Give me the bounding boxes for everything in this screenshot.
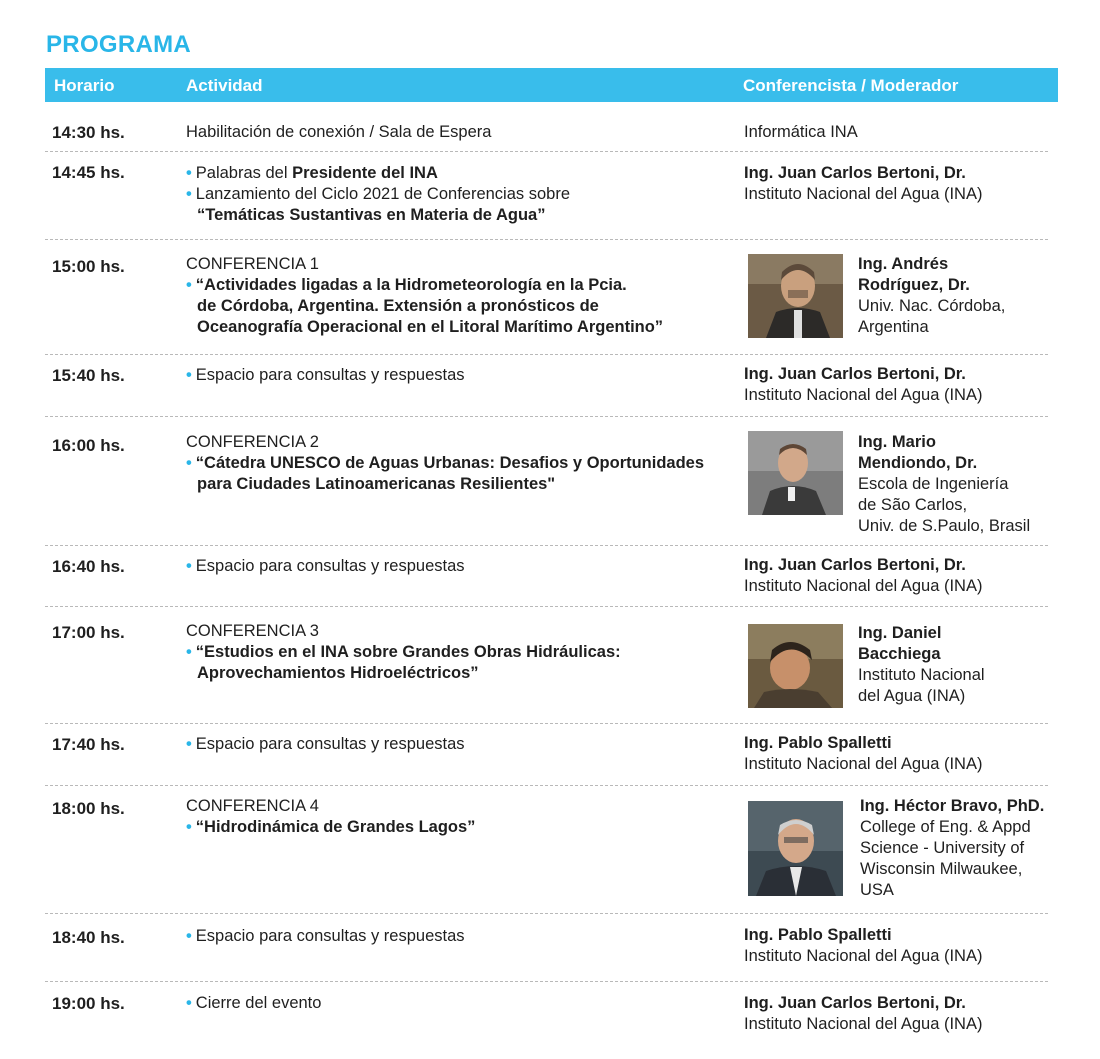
row-activity: • Cierre del evento xyxy=(186,994,322,1012)
speaker-name: Mendiondo, Dr. xyxy=(858,454,978,472)
row-time: 14:30 hs. xyxy=(52,123,125,142)
bullet-icon: • xyxy=(186,735,192,753)
speaker-name: Ing. Juan Carlos Bertoni, Dr. xyxy=(744,994,966,1012)
speaker-org: Univ. de S.Paulo, Brasil xyxy=(858,517,1031,535)
speaker-name: Ing. Juan Carlos Bertoni, Dr. xyxy=(744,164,966,182)
row-time: 17:40 hs. xyxy=(52,735,125,754)
row-speaker xyxy=(858,254,1058,338)
speaker-org: Instituto Nacional del Agua (INA) xyxy=(744,755,983,773)
speaker-org: del Agua (INA) xyxy=(858,687,966,705)
bullet-icon: • xyxy=(186,276,192,294)
row-activity: • Espacio para consultas y respuestas xyxy=(186,735,465,753)
row-time: 15:00 hs. xyxy=(52,257,125,276)
speaker-name: Rodríguez, Dr. xyxy=(858,276,970,294)
schedule-row xyxy=(45,354,1048,417)
speaker-org: College of Eng. & Appd xyxy=(860,818,1031,836)
schedule-row xyxy=(45,151,1048,240)
row-speaker xyxy=(744,163,1054,205)
bullet-icon: • xyxy=(186,164,192,182)
conference-label: CONFERENCIA 3 xyxy=(186,622,319,640)
bullet-icon: • xyxy=(186,366,192,384)
header-speaker: Conferencista / Moderador xyxy=(743,76,959,95)
row-activity: CONFERENCIA 4 • “Hidrodinámica de Grandes Lagos” xyxy=(186,796,726,838)
speaker-name: Ing. Juan Carlos Bertoni, Dr. xyxy=(744,556,966,574)
speaker-photo xyxy=(748,431,843,515)
speaker-org: de São Carlos, xyxy=(858,496,968,514)
schedule-row xyxy=(45,981,1048,1051)
speaker-org: Science - University of xyxy=(860,839,1025,857)
speaker-name: Ing. Andrés xyxy=(858,255,949,273)
speaker-name: Ing. Pablo Spalletti xyxy=(744,734,892,752)
bullet-icon: • xyxy=(186,185,192,203)
row-activity: • Espacio para consultas y respuestas xyxy=(186,927,465,945)
schedule-row xyxy=(45,239,1048,355)
row-speaker xyxy=(860,796,1060,901)
speaker-name: Ing. Juan Carlos Bertoni, Dr. xyxy=(744,365,966,383)
row-speaker-org: Informática INA xyxy=(744,123,858,141)
speaker-org: Instituto Nacional xyxy=(858,666,985,684)
header-activity: Actividad xyxy=(186,76,263,95)
bullet-icon: • xyxy=(186,557,192,575)
conference-label: CONFERENCIA 2 xyxy=(186,433,319,451)
page-title: PROGRAMA xyxy=(46,31,192,58)
speaker-name: Ing. Pablo Spalletti xyxy=(744,926,892,944)
table-header xyxy=(45,68,1058,102)
speaker-org: USA xyxy=(860,881,894,899)
speaker-photo xyxy=(748,801,843,896)
bullet-icon: • xyxy=(186,818,192,836)
schedule-row xyxy=(45,785,1048,914)
row-time: 15:40 hs. xyxy=(52,366,125,385)
schedule-row xyxy=(45,104,1048,152)
schedule-row xyxy=(45,723,1048,786)
row-activity: CONFERENCIA 3 • “Estudios en el INA sobre Grandes Obras Hidráulicas: Aprovechamientos Hidroeléctricos” xyxy=(186,621,726,684)
row-speaker xyxy=(744,555,1054,597)
row-time: 17:00 hs. xyxy=(52,623,125,642)
speaker-photo xyxy=(748,254,843,338)
row-activity: • Espacio para consultas y respuestas xyxy=(186,366,465,384)
speaker-name: Ing. Daniel xyxy=(858,624,942,642)
row-activity: CONFERENCIA 2 • “Cátedra UNESCO de Aguas Urbanas: Desafios y Oportunidades para Ciudades Latinoamericanas Resilientes" xyxy=(186,432,726,495)
row-time: 16:00 hs. xyxy=(52,436,125,455)
speaker-org: Instituto Nacional del Agua (INA) xyxy=(744,947,983,965)
row-time: 16:40 hs. xyxy=(52,557,125,576)
conference-label: CONFERENCIA 1 xyxy=(186,255,319,273)
speaker-name: Ing. Héctor Bravo, PhD. xyxy=(860,797,1045,815)
row-speaker xyxy=(744,733,1054,775)
row-time: 19:00 hs. xyxy=(52,994,125,1013)
speaker-org: Wisconsin Milwaukee, xyxy=(860,860,1023,878)
header-time: Horario xyxy=(54,76,115,95)
row-time: 14:45 hs. xyxy=(52,163,125,182)
row-speaker xyxy=(858,432,1058,537)
schedule-row xyxy=(45,545,1048,607)
speaker-org: Instituto Nacional del Agua (INA) xyxy=(744,185,983,203)
speaker-org: Escola de Ingeniería xyxy=(858,475,1009,493)
row-speaker xyxy=(858,623,1058,707)
conference-label: CONFERENCIA 4 xyxy=(186,797,319,815)
row-speaker xyxy=(744,993,1054,1035)
bullet-icon: • xyxy=(186,994,192,1012)
row-activity: • Palabras del Presidente del INA • Lanzamiento del Ciclo 2021 de Conferencias sobre “Temáticas Sustantivas en Materia de Agua” xyxy=(186,164,571,224)
row-speaker xyxy=(744,364,1054,406)
bullet-icon: • xyxy=(186,927,192,945)
speaker-org: Instituto Nacional del Agua (INA) xyxy=(744,1015,983,1033)
bullet-icon: • xyxy=(186,454,192,472)
speaker-photo xyxy=(748,624,843,708)
row-activity: Habilitación de conexión / Sala de Espera xyxy=(186,123,492,141)
schedule-row xyxy=(45,606,1048,724)
row-activity: • Espacio para consultas y respuestas xyxy=(186,557,465,575)
bullet-icon: • xyxy=(186,643,192,661)
speaker-org: Univ. Nac. Córdoba, xyxy=(858,297,1006,315)
row-activity: CONFERENCIA 1 • “Actividades ligadas a la Hidrometeorología en la Pcia. de Córdoba, Argentina. Extensión a pronósticos de Oceanografía Operacional en el Litoral Marítimo Argentino” xyxy=(186,254,726,338)
speaker-org: Instituto Nacional del Agua (INA) xyxy=(744,386,983,404)
speaker-name: Bacchiega xyxy=(858,645,941,663)
speaker-org: Argentina xyxy=(858,318,929,336)
speaker-name: Ing. Mario xyxy=(858,433,936,451)
row-time: 18:40 hs. xyxy=(52,928,125,947)
speaker-org: Instituto Nacional del Agua (INA) xyxy=(744,577,983,595)
schedule-row xyxy=(45,416,1048,546)
schedule-row xyxy=(45,913,1048,982)
row-speaker xyxy=(744,925,1054,967)
row-time: 18:00 hs. xyxy=(52,799,125,818)
